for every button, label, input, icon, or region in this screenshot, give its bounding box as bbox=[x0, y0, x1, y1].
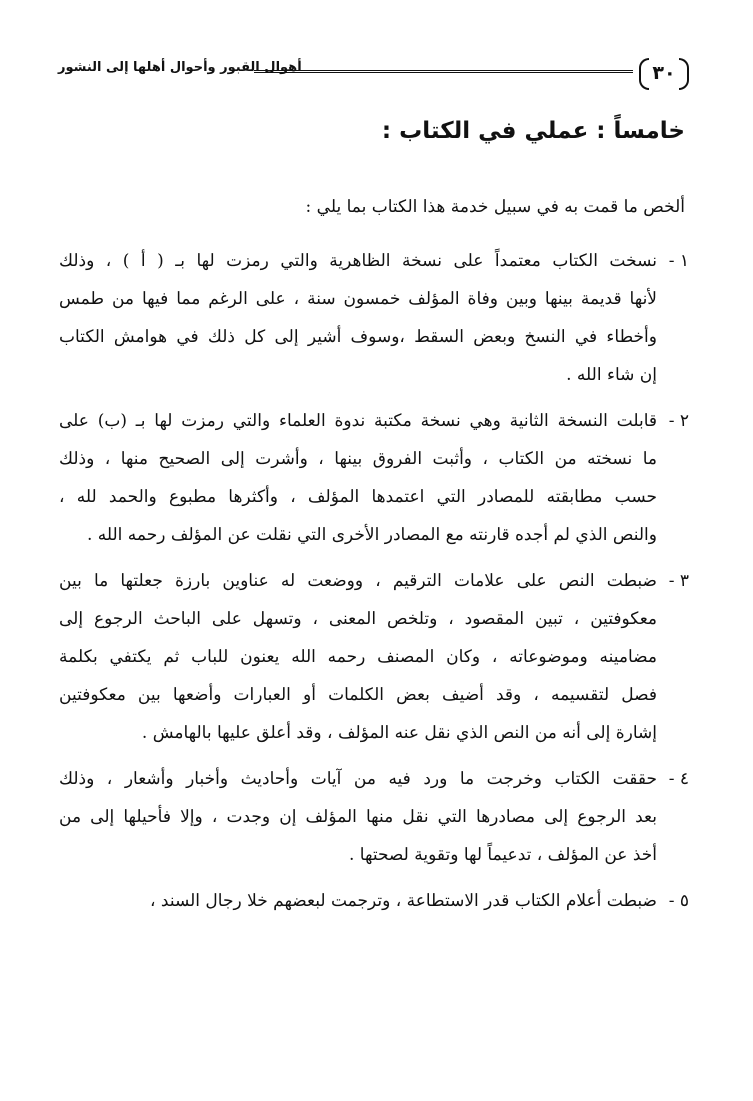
list-item bbox=[59, 760, 689, 874]
list-item-number: ٤ - bbox=[668, 769, 689, 789]
list-item-number: ١ - bbox=[668, 251, 689, 271]
list-item bbox=[59, 402, 689, 554]
intro-paragraph: ألخص ما قمت به في سبيل خدمة هذا الكتاب بما يلي : bbox=[305, 197, 685, 217]
list-item-text-line: حققت الكتاب وخرجت ما ورد فيه من آيات وأحاديث وأخبار وأشعار ، وذلك bbox=[59, 769, 657, 789]
page-number: ٣٠ bbox=[652, 62, 676, 84]
list-item bbox=[59, 562, 689, 752]
list-item-text-line: ما نسخته من الكتاب ، وأثبت الفروق بينها ، وأشرت إلى الصحيح منها ، وذلك bbox=[59, 449, 657, 469]
list-item-text-line: ضبطت أعلام الكتاب قدر الاستطاعة ، وترجمت لبعضهم خلا رجال السند ، bbox=[150, 891, 657, 911]
bracket-left-decoration bbox=[639, 58, 649, 90]
list-item-text-line: فصل لتقسيمه ، وقد أضيف بعض الكلمات أو العبارات وأضعها بين معكوفتين bbox=[59, 685, 657, 705]
section-heading: خامساً : عملي في الكتاب : bbox=[381, 118, 685, 144]
list-item-text-line: والنص الذي لم أجده قارنته مع المصادر الأخرى التي نقلت عن المؤلف رحمه الله . bbox=[86, 525, 657, 545]
list-item-text-line: نسخت الكتاب معتمداً على نسخة الظاهرية والتي رمزت لها بـ ( أ ) ، وذلك bbox=[59, 251, 657, 271]
list-item-text-line: وأخطاء في النسخ وبعض السقط ،وسوف أشير إلى كل ذلك في هوامش الكتاب bbox=[59, 327, 657, 347]
header-rule bbox=[254, 70, 633, 75]
list-item-text-line: معكوفتين ، تبين المقصود ، وتلخص المعنى ، وتسهل على الباحث الرجوع إلى bbox=[59, 609, 657, 629]
list-item-text-line: ضبطت النص على علامات الترقيم ، ووضعت له عناوين بارزة جعلتها ما بين bbox=[59, 571, 657, 591]
list-item-text-line: إشارة إلى أنه من النص الذي نقل عنه المؤلف ، وقد أعلق عليها بالهامش . bbox=[141, 723, 657, 743]
list-item bbox=[59, 242, 689, 394]
numbered-list bbox=[59, 242, 689, 928]
page-number-frame bbox=[637, 58, 691, 88]
list-item-number: ٣ - bbox=[668, 571, 689, 591]
list-item bbox=[59, 882, 689, 920]
list-item-text-line: لأنها قديمة بينها وبين وفاة المؤلف خمسون سنة ، على الرغم مما فيها من طمس bbox=[59, 289, 657, 309]
list-item-text-line: إن شاء الله . bbox=[566, 365, 657, 385]
list-item-text-line: بعد الرجوع إلى مصادرها التي نقل منها المؤلف إن وجدت ، وإلا فأحيلها إلى من bbox=[59, 807, 657, 827]
list-item-text-line: مضامينه وموضوعاته ، وكان المصنف رحمه الله يعنون للباب ثم يكتفي بكلمة bbox=[59, 647, 657, 667]
list-item-text-line: قابلت النسخة الثانية وهي نسخة مكتبة ندوة العلماء والتي رمزت لها بـ (ب) على bbox=[59, 411, 657, 431]
list-item-text-line: حسب مطابقته للمصادر التي اعتمدها المؤلف ، وأكثرها مطبوع والحمد لله ، bbox=[59, 487, 657, 507]
list-item-number: ٢ - bbox=[668, 411, 689, 431]
bracket-right-decoration bbox=[679, 58, 689, 90]
list-item-number: ٥ - bbox=[668, 891, 689, 911]
running-header bbox=[58, 56, 691, 96]
list-item-text-line: أخذ عن المؤلف ، تدعيماً لها وتقوية لصحتها . bbox=[349, 845, 657, 865]
running-title: أهوال القبور وأحوال أهلها إلى النشور bbox=[58, 60, 302, 75]
